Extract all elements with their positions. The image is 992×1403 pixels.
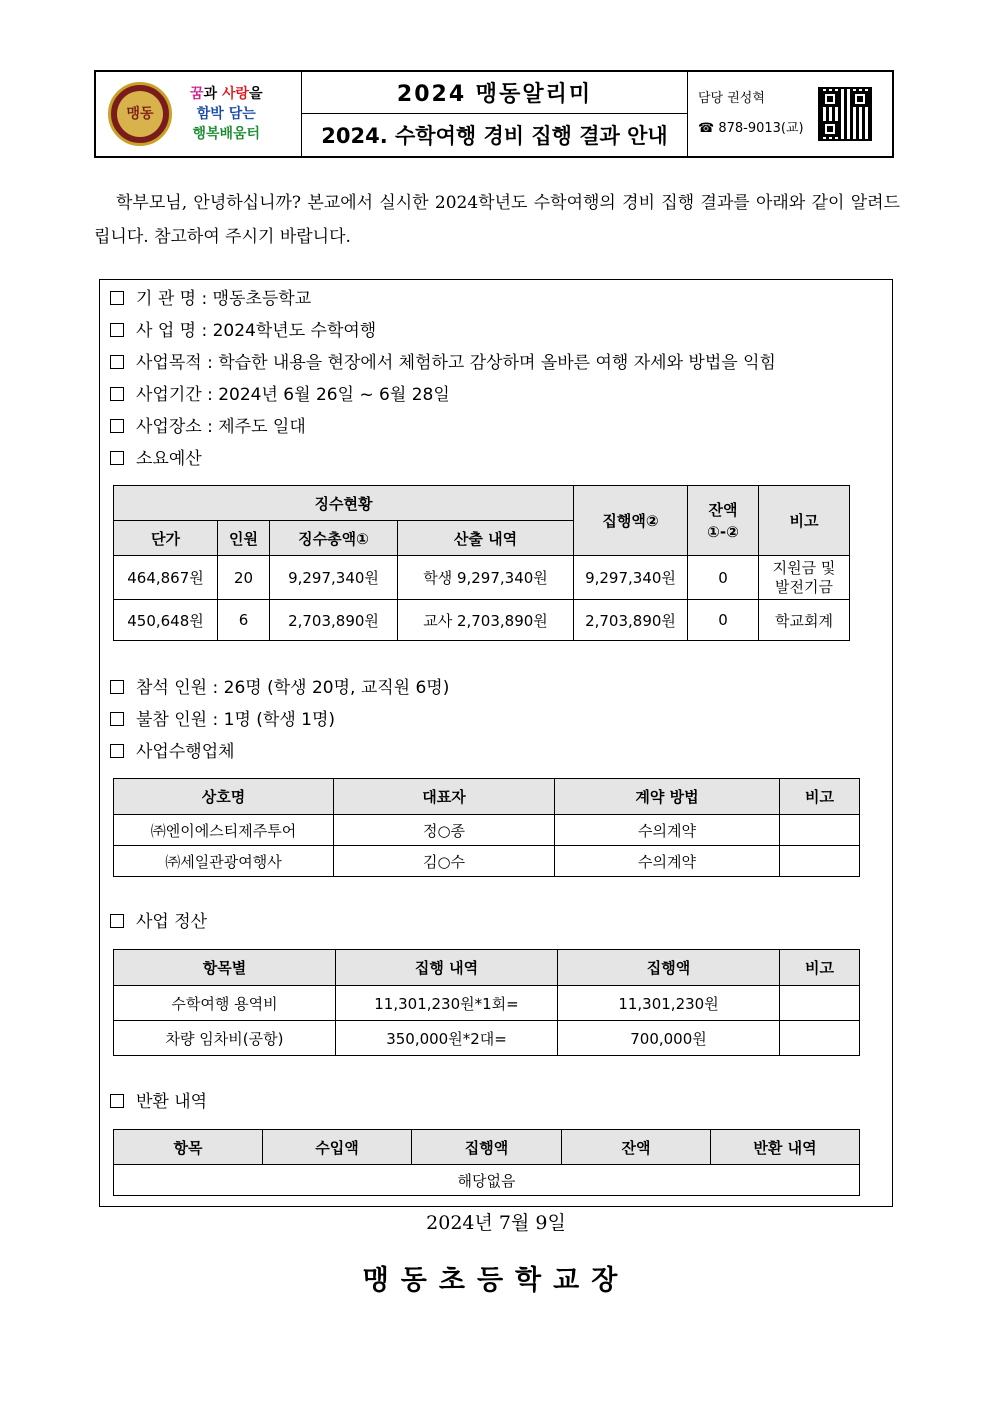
budget-header-total: 징수총액① bbox=[270, 521, 398, 556]
refund-header-income: 수입액 bbox=[263, 1130, 412, 1165]
budget-cell-note: 지원금 및 발전기금 bbox=[759, 556, 850, 600]
refund-header-executed: 집행액 bbox=[412, 1130, 562, 1165]
attendance-present bbox=[110, 676, 449, 700]
vendor-header-rep: 대표자 bbox=[334, 779, 555, 815]
checkbox-icon bbox=[110, 712, 124, 726]
issue-date: 2024년 7월 9일 bbox=[426, 1212, 566, 1234]
vendor-cell-method: 수의계약 bbox=[555, 815, 780, 846]
refund-header-detail: 반환 내역 bbox=[711, 1130, 860, 1165]
title-cell bbox=[302, 72, 688, 156]
info-period bbox=[110, 383, 450, 407]
budget-cell-note: 학교회계 bbox=[759, 600, 850, 641]
vendor-cell-rep: 김○수 bbox=[334, 846, 555, 877]
slogan-word-dream: 꿈 bbox=[190, 86, 204, 102]
logo-cell bbox=[96, 72, 302, 156]
info-budget bbox=[110, 447, 202, 471]
checkbox-icon bbox=[110, 387, 124, 401]
info-project-text: 사 업 명 : 2024학년도 수학여행 bbox=[136, 321, 377, 341]
checkbox-icon bbox=[110, 323, 124, 337]
settlement-cell-note bbox=[780, 986, 860, 1021]
budget-header-people: 인원 bbox=[218, 521, 270, 556]
contact-cell bbox=[688, 72, 892, 156]
settlement-cell-detail: 350,000원*2대= bbox=[336, 1021, 558, 1056]
budget-cell-total: 2,703,890원 bbox=[270, 600, 398, 641]
refund-header-item: 항목 bbox=[114, 1130, 263, 1165]
info-place-text: 사업장소 : 제주도 일대 bbox=[136, 417, 306, 437]
budget-cell-calc: 교사 2,703,890원 bbox=[398, 600, 574, 641]
refund-table bbox=[113, 1129, 860, 1196]
checkbox-icon bbox=[110, 914, 124, 928]
budget-cell-unit: 450,648원 bbox=[114, 600, 218, 641]
info-project bbox=[110, 319, 376, 343]
settlement-table bbox=[113, 949, 860, 1056]
vendor-header-method: 계약 방법 bbox=[555, 779, 780, 815]
vendors-label bbox=[110, 740, 235, 764]
qr-code-icon[interactable] bbox=[818, 87, 872, 141]
refund-label-text: 반환 내역 bbox=[136, 1092, 208, 1112]
slogan-word-particle: 을 bbox=[249, 86, 263, 102]
table-row bbox=[114, 986, 860, 1021]
checkbox-icon bbox=[110, 744, 124, 758]
vendors-label-text: 사업수행업체 bbox=[136, 742, 235, 762]
table-row bbox=[114, 846, 860, 877]
vendor-cell-name: ㈜세일관광여행사 bbox=[114, 846, 334, 877]
info-org-text: 기 관 명 : 맹동초등학교 bbox=[136, 289, 312, 309]
budget-cell-balance: 0 bbox=[688, 600, 759, 641]
attendance-absent-text: 불참 인원 : 1명 (학생 1명) bbox=[136, 710, 336, 730]
vendor-table bbox=[113, 778, 860, 877]
settlement-header-item: 항목별 bbox=[114, 950, 336, 986]
settlement-cell-amount: 700,000원 bbox=[558, 1021, 780, 1056]
refund-empty-cell: 해당없음 bbox=[114, 1165, 860, 1196]
vendor-cell-note bbox=[780, 815, 860, 846]
info-purpose bbox=[110, 351, 776, 375]
settlement-cell-item: 수학여행 용역비 bbox=[114, 986, 336, 1021]
vendor-header-name: 상호명 bbox=[114, 779, 334, 815]
budget-table bbox=[113, 485, 850, 641]
school-slogan bbox=[190, 84, 263, 144]
slogan-line-2: 함박 담는 bbox=[196, 106, 256, 122]
budget-cell-executed: 9,297,340원 bbox=[574, 556, 688, 600]
budget-cell-balance: 0 bbox=[688, 556, 759, 600]
settlement-cell-note bbox=[780, 1021, 860, 1056]
slogan-line-1 bbox=[190, 84, 263, 104]
contact-info bbox=[698, 84, 804, 144]
checkbox-icon bbox=[110, 451, 124, 465]
school-logo bbox=[108, 82, 172, 146]
checkbox-icon bbox=[110, 291, 124, 305]
refund-header-balance: 잔액 bbox=[562, 1130, 711, 1165]
slogan-word-love: 사랑 bbox=[221, 86, 249, 102]
slogan-line-3: 행복배움터 bbox=[192, 126, 261, 142]
info-period-text: 사업기간 : 2024년 6월 26일 ~ 6월 28일 bbox=[136, 385, 450, 405]
settlement-cell-item: 차량 임차비(공항) bbox=[114, 1021, 336, 1056]
info-org bbox=[110, 287, 311, 311]
vendor-cell-method: 수의계약 bbox=[555, 846, 780, 877]
school-logo-text: 맹동 bbox=[117, 91, 163, 137]
newsletter-name: 2024 맹동알리미 bbox=[302, 72, 687, 114]
budget-cell-total: 9,297,340원 bbox=[270, 556, 398, 600]
budget-cell-people: 20 bbox=[218, 556, 270, 600]
content-box bbox=[99, 279, 893, 1207]
settlement-label-text: 사업 정산 bbox=[136, 912, 208, 932]
settlement-header-amount: 집행액 bbox=[558, 950, 780, 986]
attendance-absent bbox=[110, 708, 335, 732]
settlement-cell-amount: 11,301,230원 bbox=[558, 986, 780, 1021]
budget-cell-calc: 학생 9,297,340원 bbox=[398, 556, 574, 600]
budget-header-calc: 산출 내역 bbox=[398, 521, 574, 556]
vendor-header-note: 비고 bbox=[780, 779, 860, 815]
info-purpose-text: 사업목적 : 학습한 내용을 현장에서 체험하고 감상하며 올바른 여행 자세와 방법을 익힘 bbox=[136, 353, 776, 373]
contact-phone: ☎ 878-9013(교) bbox=[698, 121, 804, 136]
attendance-present-text: 참석 인원 : 26명 (학생 20명, 교직원 6명) bbox=[136, 678, 450, 698]
table-row bbox=[114, 815, 860, 846]
checkbox-icon bbox=[110, 1094, 124, 1108]
budget-header-unit: 단가 bbox=[114, 521, 218, 556]
budget-header-balance: 잔액 ①-② bbox=[688, 486, 759, 556]
settlement-cell-detail: 11,301,230원*1회= bbox=[336, 986, 558, 1021]
budget-cell-people: 6 bbox=[218, 600, 270, 641]
checkbox-icon bbox=[110, 355, 124, 369]
settlement-header-note: 비고 bbox=[780, 950, 860, 986]
budget-cell-unit: 464,867원 bbox=[114, 556, 218, 600]
info-budget-text: 소요예산 bbox=[136, 449, 202, 469]
slogan-word-and: 과 bbox=[203, 86, 222, 102]
budget-header-note: 비고 bbox=[759, 486, 850, 556]
page-title: 2024. 수학여행 경비 집행 결과 안내 bbox=[321, 124, 668, 148]
table-row bbox=[114, 600, 850, 641]
vendor-cell-note bbox=[780, 846, 860, 877]
budget-cell-executed: 2,703,890원 bbox=[574, 600, 688, 641]
checkbox-icon bbox=[110, 419, 124, 433]
vendor-cell-name: ㈜엔이에스티제주투어 bbox=[114, 815, 334, 846]
vendor-cell-rep: 정○종 bbox=[334, 815, 555, 846]
principal-signature: 맹동초등학교장 bbox=[362, 1265, 630, 1296]
budget-header-collection: 징수현황 bbox=[114, 486, 574, 521]
budget-header-executed: 집행액② bbox=[574, 486, 688, 556]
refund-label bbox=[110, 1090, 207, 1114]
info-place bbox=[110, 415, 306, 439]
intro-paragraph: 학부모님, 안녕하십니까? 본교에서 실시한 2024학년도 수학여행의 경비 집행 결과를 아래와 같이 알려드립니다. 참고하여 주시기 바랍니다. bbox=[94, 193, 900, 247]
checkbox-icon bbox=[110, 680, 124, 694]
table-row bbox=[114, 1021, 860, 1056]
newsletter-header bbox=[94, 70, 894, 158]
table-row bbox=[114, 1165, 860, 1196]
table-row bbox=[114, 556, 850, 600]
settlement-label bbox=[110, 910, 207, 934]
settlement-header-detail: 집행 내역 bbox=[336, 950, 558, 986]
contact-person: 담당 권성혁 bbox=[698, 91, 765, 106]
